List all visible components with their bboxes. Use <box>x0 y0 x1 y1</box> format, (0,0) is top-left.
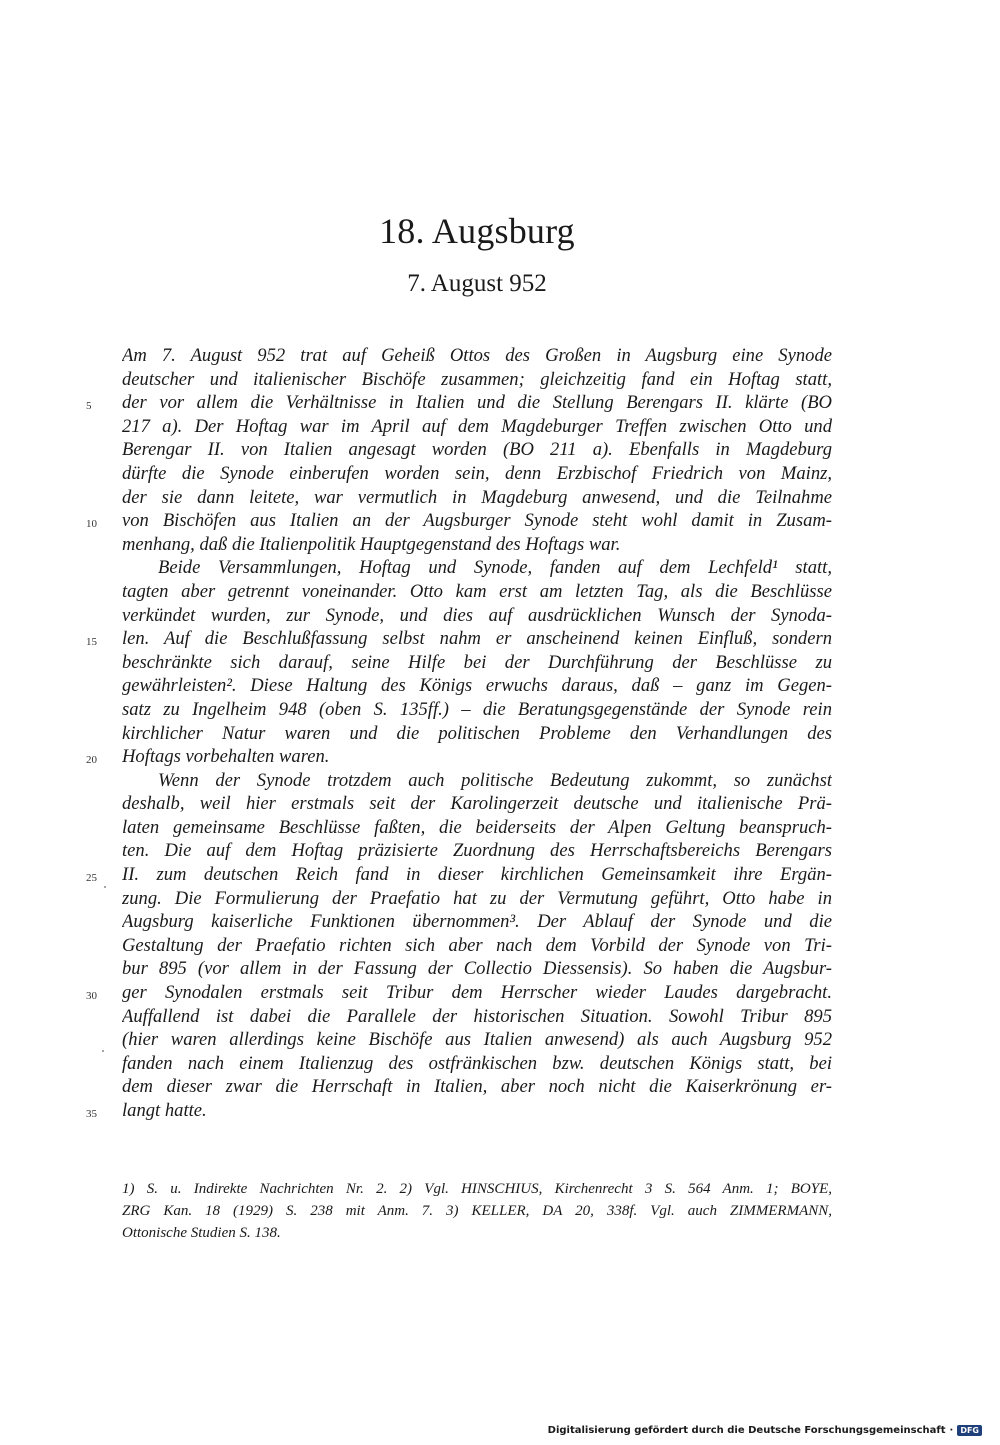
footnotes <box>122 1178 832 1244</box>
body-text <box>122 344 832 1123</box>
text-line: Gestaltung der Praefatio richten sich aber nach dem Vorbild der Synode von Tri- <box>122 934 832 956</box>
text-line: fanden nach einem Italienzug des ostfränkischen bzw. deutschen Königs statt, bei <box>122 1052 832 1074</box>
separator-dot: · <box>949 1425 954 1436</box>
line-number: 5 <box>86 400 92 412</box>
chapter-title: 18. Augsburg <box>379 211 575 251</box>
text-line: Berengar II. von Italien angesagt worden (BO 211 a). Ebenfalls in Magdeburg <box>122 439 832 461</box>
text-line: len. Auf die Beschlußfassung selbst nahm er anscheinend keinen Einfluß, sondern <box>122 628 832 650</box>
text-line: Am 7. August 952 trat auf Geheiß Ottos des Großen in Augsburg eine Synode <box>122 345 832 366</box>
footnote-line: ZRG Kan. 18 (1929) S. 238 mit Anm. 7. 3) KELLER, DA 20, 338f. Vgl. auch ZIMMERMANN, <box>122 1203 832 1219</box>
text-line: bur 895 (vor allem in der Fassung der Collectio Diessensis). So haben die Augsbur- <box>122 958 832 980</box>
text-line: Wenn der Synode trotzdem auch politische Bedeutung zukommt, so zunächst <box>158 769 832 791</box>
text-line: dem dieser zwar die Herrschaft in Italien, aber noch nicht die Kaiserkrönung er- <box>122 1076 832 1098</box>
text-line: deutscher und italienischer Bischöfe zusammen; gleichzeitig fand ein Hoftag statt, <box>122 368 832 390</box>
text-line: gewährleisten². Diese Haltung des Königs erwuchs daraus, daß – ganz im Gegen- <box>122 675 832 697</box>
text-line: beschränkte sich darauf, seine Hilfe bei der Durchführung der Beschlüsse zu <box>122 651 832 673</box>
scan-speck <box>104 886 106 888</box>
text-line: dürfte die Synode einberufen worden sein, denn Erzbischof Friedrich von Mainz, <box>122 462 832 484</box>
footnote-line: Ottonische Studien S. 138. <box>122 1225 281 1241</box>
text-line: 217 a). Der Hoftag war im April auf dem Magdeburger Treffen zwischen Otto und <box>122 415 832 437</box>
dfg-logo: DFG <box>957 1425 982 1436</box>
scan-speck <box>102 1050 104 1052</box>
line-number: 15 <box>86 636 97 648</box>
text-line: verkündet wurden, zur Synode, und dies auf ausdrücklichen Wunsch der Synoda- <box>122 604 832 626</box>
credit-text: Digitalisierung gefördert durch die Deutsche Forschungsgemeinschaft <box>547 1425 946 1436</box>
chapter-date: 7. August 952 <box>407 270 547 297</box>
text-line: II. zum deutschen Reich fand in dieser kirchlichen Gemeinsamkeit ihre Ergän- <box>122 864 832 886</box>
text-line: deshalb, weil hier erstmals seit der Karolingerzeit deutsche und italienische Prä- <box>122 793 832 815</box>
text-line: von Bischöfen aus Italien an der Augsburger Synode steht wohl damit in Zusam- <box>122 510 832 532</box>
line-number: 30 <box>86 990 97 1002</box>
text-line: tagten aber getrennt voneinander. Otto kam erst am letzten Tag, als die Beschlüsse <box>122 580 832 602</box>
text-line: menhang, daß die Italienpolitik Hauptgegenstand des Hoftags war. <box>122 533 621 555</box>
text-line: ger Synodalen erstmals seit Tribur dem Herrscher wieder Laudes dargebracht. <box>122 982 832 1004</box>
text-line: Augsburg kaiserliche Funktionen übernommen³. Der Ablauf der Synode und die <box>122 911 832 933</box>
text-line: der sie dann leitete, war vermutlich in Magdeburg anwesend, und die Teilnahme <box>122 486 832 508</box>
line-number: 10 <box>86 518 97 530</box>
text-line: zung. Die Formulierung der Praefatio hat zu der Vermutung geführt, Otto habe in <box>122 887 832 909</box>
text-line: ten. Die auf dem Hoftag präzisierte Zuordnung des Herrschaftsbereichs Berengars <box>122 840 832 862</box>
text-line: kirchlicher Natur waren und die politischen Probleme den Verhandlungen des <box>122 722 832 744</box>
footnote-line: 1) S. u. Indirekte Nachrichten Nr. 2. 2) Vgl. HINSCHIUS, Kirchenrecht 3 S. 564 Anm. 1; BOYE, <box>122 1181 832 1197</box>
line-number: 35 <box>86 1108 97 1120</box>
text-line: der vor allem die Verhältnisse in Italien und die Stellung Berengars II. klärte (BO <box>122 392 832 414</box>
text-line: Beide Versammlungen, Hoftag und Synode, fanden auf dem Lechfeld¹ statt, <box>158 557 832 579</box>
line-number: 20 <box>86 754 97 766</box>
text-line: (hier waren allerdings keine Bischöfe aus Italien anwesend) als auch Augsburg 952 <box>122 1029 832 1051</box>
line-number: 25 <box>86 872 97 884</box>
text-line: laten gemeinsame Beschlüsse faßten, die beiderseits der Alpen Geltung beanspruch- <box>122 816 832 838</box>
digitization-credit <box>548 1425 982 1436</box>
text-line: langt hatte. <box>122 1100 207 1121</box>
text-line: Hoftags vorbehalten waren. <box>122 746 330 768</box>
text-line: satz zu Ingelheim 948 (oben S. 135ff.) – die Beratungsgegenstände der Synode rein <box>122 698 832 720</box>
text-line: Auffallend ist dabei die Parallele der historischen Situation. Sowohl Tribur 895 <box>122 1005 832 1027</box>
